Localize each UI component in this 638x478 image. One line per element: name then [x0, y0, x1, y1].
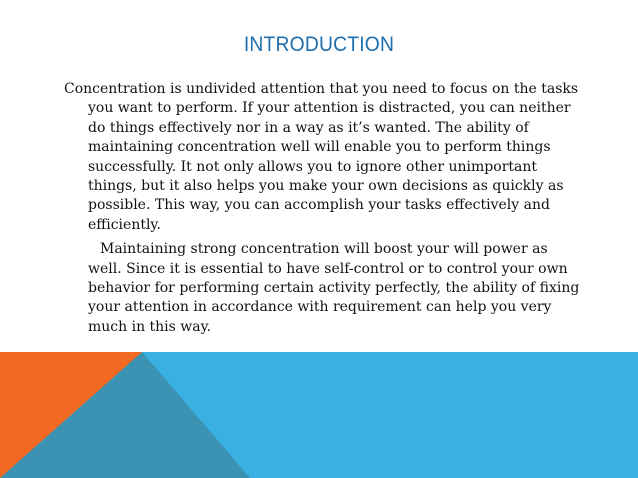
slide-title: INTRODUCTION	[243, 33, 395, 56]
footer-shapes	[0, 352, 638, 478]
slide-body	[64, 80, 584, 337]
paragraph-1: Concentration is undivided attention that you need to focus on the tasks you want to perform. If your attention is distracted, you can neither do things effectively nor in a way as it’s wanted. The ability of maintaining concentration well will enable you to perform things successfully. It not only allows you to ignore other unimportant things, but it also helps you make your own decisions as quickly as possible. This way, you can accomplish your tasks effectively and efficiently.	[64, 81, 579, 233]
paragraph-2: Maintaining strong concentration will boost your will power as well. Since it is essential to have self-control or to control your own behavior for performing certain activity perfectly, the ability of fixing your attention in accordance with requirement can help you very much in this way.	[88, 241, 580, 335]
footer-decoration	[0, 352, 638, 478]
